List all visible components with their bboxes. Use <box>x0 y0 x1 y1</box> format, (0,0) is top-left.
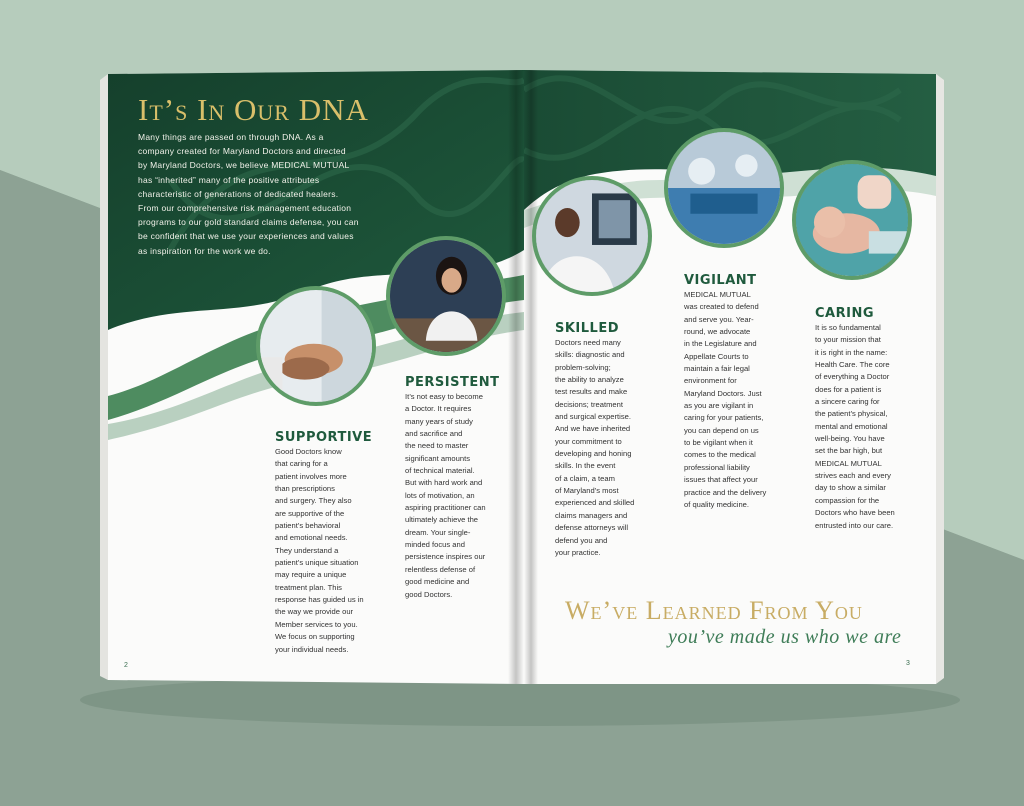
supportive-heading: SUPPORTIVE <box>275 430 373 445</box>
intro-line: programs to our gold standard claims defense, you can <box>138 217 359 228</box>
vigilant-photo <box>664 128 784 248</box>
supportive-photo <box>256 286 376 406</box>
vigilant-text: MEDICAL MUTUAL was created to defend and serve you. Year- round, we advocate in the Legislature and Appellate Courts to maintain a fair legal environment for Maryland Doctors. Just as you are vigilant in caring for your patients, you can depend on us to be vigilant when it comes to the medical professional liability issues that affect your practice and the delivery of quality medicine. <box>684 290 767 509</box>
persistent-photo <box>386 236 506 356</box>
persistent-heading: PERSISTENT <box>405 375 500 390</box>
page-number-left: 2 <box>124 662 128 669</box>
caring-heading: CARING <box>815 306 874 321</box>
intro-line: by Maryland Doctors, we believe MEDICAL MUTUAL <box>138 160 350 171</box>
tagline: We’ve Learned From You <box>565 596 863 625</box>
page-number-right: 3 <box>906 660 910 667</box>
intro-line: as inspiration for the work we do. <box>138 245 271 256</box>
page-title: It’s In Our DNA <box>138 92 369 127</box>
intro-line: has “inherited” many of the positive attributes <box>138 174 320 185</box>
skilled-text: Doctors need many skills: diagnostic and problem-solving; the ability to analyze test results and make decisions; treatment and surgical expertise. And we have inherited your commitment to developing and honing skills. In the event of a claim, a team of Maryland’s most experienced and skilled claims managers and defense attorneys will defend you and your practice. <box>555 338 635 557</box>
intro-paragraph <box>138 130 374 258</box>
supportive-text: Good Doctors know that caring for a patient involves more than prescriptions and surgery. They also are supportive of the patient’s behavioral and emotional needs. They understand a patient’s unique situation may require a unique treatment plan. This response has guided us in the way we provide our Member services to you. We focus on supporting your individual needs. <box>275 447 364 654</box>
caring-photo <box>792 160 912 280</box>
skilled-heading: SKILLED <box>555 321 620 336</box>
vigilant-heading: VIGILANT <box>684 273 757 288</box>
intro-line: be confident that we use your experiences and values <box>138 231 354 242</box>
intro-line: company created for Maryland Doctors and directed <box>138 146 346 157</box>
skilled-photo <box>532 176 652 296</box>
intro-line: Many things are passed on through DNA. As a <box>138 132 324 142</box>
subtagline: you’ve made us who we are <box>668 626 902 648</box>
persistent-text: It’s not easy to become a Doctor. It requires many years of study and sacrifice and the need to master significant amounts of technical material. But with hard work and lots of motivation, an aspiring practitioner can ultimately achieve the dream. Your single- minded focus and persistence inspires our relentless defense of good medicine and good Doctors. <box>405 392 486 599</box>
intro-line: characteristic of generations of dedicated healers. <box>138 188 339 199</box>
caring-text: It is so fundamental to your mission that it is right in the name: Health Care. The core of everything a Doctor does for a patient is a sincere caring for the patient’s physical, mental and emotional well-being. You have set the bar high, but MEDICAL MUTUAL strives each and every day to show a similar compassion for the Doctors who have been entrusted into our care. <box>815 323 895 530</box>
intro-line: From our comprehensive risk management education <box>138 203 352 214</box>
